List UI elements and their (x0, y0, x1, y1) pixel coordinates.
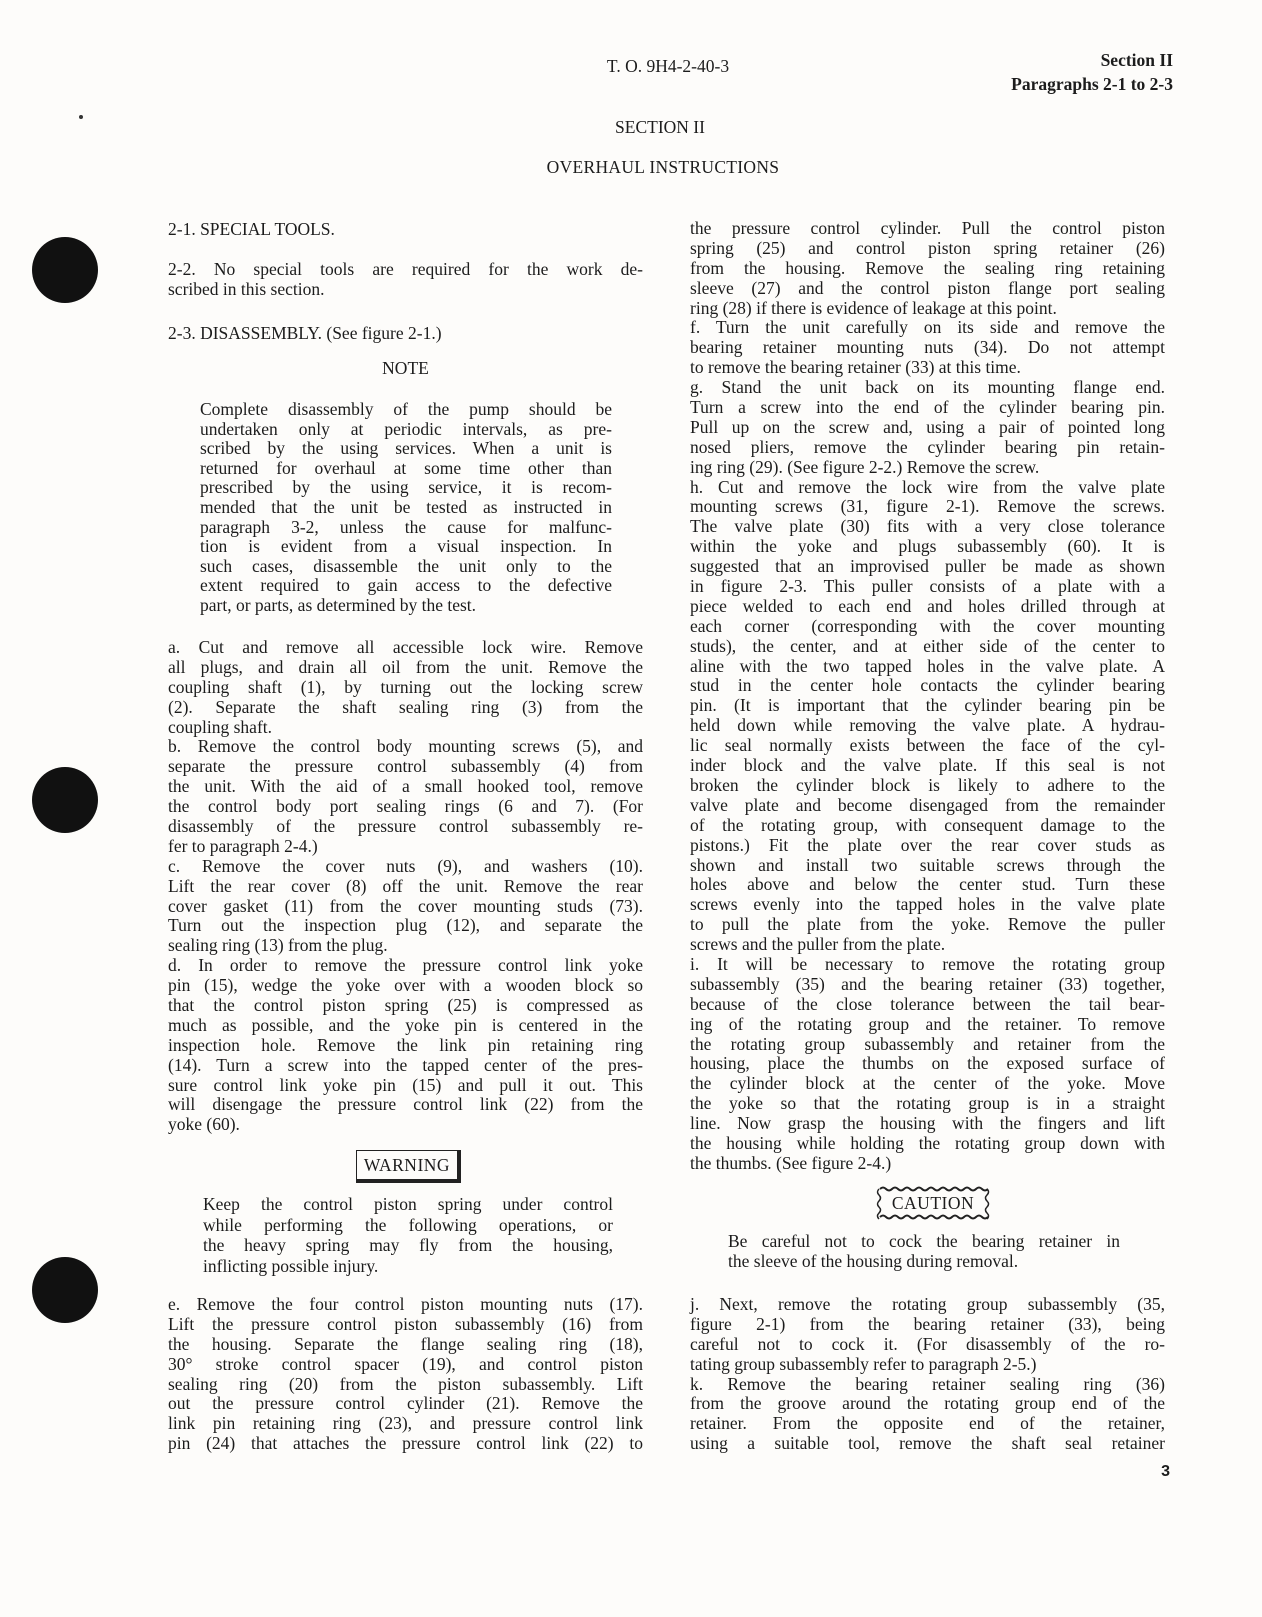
text-line: 30° stroke control spacer (19), and control piston (168, 1353, 643, 1374)
binder-hole (32, 767, 98, 833)
text-line: that the control piston spring (25) is compressed as (168, 995, 643, 1016)
text-line: while performing the following operations, or (203, 1214, 613, 1235)
text-line: within the yoke and plugs subassembly (60). It is (690, 536, 1165, 557)
paragraph (690, 1375, 1165, 1455)
text-line: line. Now grasp the housing with the fingers and lift (690, 1113, 1165, 1134)
text-line: pin (15), wedge the yoke over with a wooden block so (168, 975, 643, 996)
text-line: housing, place the thumbs on the exposed surface of (690, 1053, 1165, 1074)
paragraph (690, 478, 1165, 955)
text-line: sure control link yoke pin (15) and pull it out. This (168, 1074, 643, 1095)
text-line: returned for overhaul at some time other than (200, 457, 612, 478)
text-line: the control body port sealing rings (6 and 7). (For (168, 796, 643, 817)
paragraph (690, 219, 1165, 318)
text-line: the heavy spring may fly from the housing, (203, 1235, 613, 1255)
text-line: ring (28) if there is evidence of leakage at this point. (690, 297, 1057, 318)
text-line: prescribed by the using service, it is recom- (200, 477, 612, 498)
text-line: the sleeve of the housing during removal. (728, 1250, 1019, 1271)
text-line: j. Next, remove the rotating group subassembly (35, (690, 1294, 1165, 1314)
text-line: part, or parts, as determined by the test. (200, 594, 477, 615)
text-line: subassembly (35) and the bearing retainer (33) together, (690, 973, 1165, 994)
text-line: held down while removing the valve plate. A hydrau- (690, 715, 1165, 736)
text-line: retainer. From the opposite end of the retainer, (690, 1413, 1165, 1434)
text-line: the pressure control cylinder. Pull the control piston (690, 218, 1165, 238)
text-line: the housing. Separate the flange sealing ring (18), (168, 1333, 643, 1354)
paragraph (168, 1295, 643, 1454)
to-number: T. O. 9H4-2-40-3 (606, 56, 730, 76)
text-line: i. It will be necessary to remove the rotating group (690, 953, 1165, 974)
text-line: mounting screws (31, figure 2-1). Remove the screws. (690, 496, 1165, 517)
caution-label (876, 1186, 990, 1220)
text-line: Keep the control piston spring under control (203, 1194, 613, 1214)
text-line: from the groove around the rotating group end of the (690, 1393, 1165, 1414)
text-line: in figure 2-3. This puller consists of a plate with a (690, 576, 1165, 597)
text-line: inder block and the valve plate. If this seal is not (690, 755, 1165, 776)
text-line: (14). Turn a screw into the tapped center of the pres- (168, 1054, 643, 1075)
text-line: 2-3. DISASSEMBLY. (See figure 2-1.) (168, 323, 442, 343)
text-line: Lift the rear cover (8) off the unit. Remove the rear (168, 875, 643, 896)
warning-text (203, 1194, 613, 1276)
caution-text (728, 1232, 1120, 1272)
text-line: scribed in this section. (168, 278, 325, 299)
text-line: Lift the pressure control piston subassembly (16) from (168, 1313, 643, 1334)
text-line: the thumbs. (See figure 2-4.) (690, 1152, 892, 1173)
paragraphs-range: Paragraphs 2-1 to 2-3 (1011, 74, 1173, 94)
text-line: h. Cut and remove the lock wire from the valve plate (690, 476, 1165, 497)
text-line: from the housing. Remove the sealing ring retaining (690, 257, 1165, 278)
text-line: screws evenly into the tapped holes in the valve plate (690, 894, 1165, 915)
text-line: fer to paragraph 2-4.) (168, 835, 318, 856)
paragraph (168, 737, 643, 856)
text-line: suggested that an improvised puller be made as shown (690, 556, 1165, 577)
caution-text-label: CAUTION (891, 1193, 975, 1213)
text-line: sleeve (27) and the control piston flange port sealing (690, 277, 1165, 298)
text-line: spring (25) and control piston spring retainer (26) (690, 237, 1165, 258)
text-line: piece welded to each end and holes drilled through at (690, 595, 1165, 616)
text-line: all plugs, and drain all oil from the unit. Remove the (168, 656, 643, 677)
text-line: nosed pliers, remove the cylinder bearing pin retain- (690, 436, 1165, 457)
text-line: yoke (60). (168, 1114, 240, 1135)
text-line: bearing retainer mounting nuts (34). Do not attempt (690, 337, 1165, 358)
text-line: inflicting possible injury. (203, 1255, 379, 1276)
text-line: pistons.) Fit the plate over the rear cover studs as (690, 834, 1165, 855)
text-line: the cylinder block at the center of the yoke. Move (690, 1073, 1165, 1094)
text-line: coupling shaft (1), by turning out the locking screw (168, 676, 643, 697)
text-line: the yoke so that the rotating group is in a straight (690, 1093, 1165, 1114)
text-line: ing ring (29). (See figure 2-2.) Remove the screw. (690, 456, 1040, 477)
text-line: e. Remove the four control piston mounting nuts (17). (168, 1294, 643, 1314)
text-line: figure 2-1) from the bearing retainer (33), being (690, 1313, 1165, 1334)
paragraph (690, 318, 1165, 378)
text-line: The valve plate (30) fits with a very close tolerance (690, 516, 1165, 537)
text-line: (2). Separate the shaft sealing ring (3) from the (168, 696, 643, 717)
text-line: the housing while holding the rotating group down with (690, 1132, 1165, 1153)
text-line: coupling shaft. (168, 716, 273, 737)
text-line: disassembly of the pressure control subassembly re- (168, 816, 643, 837)
section-title: SECTION II (615, 117, 705, 137)
text-line: extent required to gain access to the defective (200, 575, 612, 596)
text-line: d. In order to remove the pressure control link yoke (168, 955, 643, 976)
step-e (168, 1295, 643, 1454)
text-line: careful not to cock it. (For disassembly of the ro- (690, 1333, 1165, 1354)
paragraph-2-2 (168, 260, 643, 300)
text-line: link pin retaining ring (23), and pressure control link (168, 1413, 643, 1434)
text-line: stud in the center hole contacts the cylinder bearing (690, 675, 1165, 696)
text-line: holes above and below the center stud. Turn these (690, 874, 1165, 895)
text-line: 2-1. SPECIAL TOOLS. (168, 219, 335, 239)
text-line: because of the close tolerance between the tail bear- (690, 993, 1165, 1014)
text-line: valve plate and become disengaged from the remainder (690, 794, 1165, 815)
text-line: will disengage the pressure control link (22) from the (168, 1094, 643, 1115)
paragraph (168, 857, 643, 956)
note-label: NOTE (382, 358, 429, 378)
text-line: Complete disassembly of the pump should be (200, 399, 612, 419)
text-line: pin. (It is important that the cylinder bearing pin be (690, 695, 1165, 716)
steps-e-to-i (690, 219, 1165, 1174)
text-line: inspection hole. Remove the link pin retaining ring (168, 1034, 643, 1055)
text-line: scribed by the using services. When a unit is (200, 438, 612, 459)
text-line: tating group subassembly refer to paragraph 2-5.) (690, 1353, 1037, 1374)
steps-a-to-d (168, 638, 643, 1135)
text-line: the rotating group subassembly and retainer from the (690, 1033, 1165, 1054)
text-line: screws and the puller from the plate. (690, 934, 946, 955)
text-line: ing of the rotating group and the retainer. To remove (690, 1013, 1165, 1034)
text-line: much as possible, and the yoke pin is centered in the (168, 1014, 643, 1035)
text-line: lic seal normally exists between the face of the cyl- (690, 735, 1165, 756)
paragraph (690, 955, 1165, 1174)
text-line: k. Remove the bearing retainer sealing ring (36) (690, 1373, 1165, 1394)
note-text (200, 400, 612, 616)
text-line: pin (24) that attaches the pressure control link (22) to (168, 1433, 643, 1454)
text-line: the unit. With the aid of a small hooked tool, remove (168, 776, 643, 797)
text-line: Turn out the inspection plug (12), and separate the (168, 915, 643, 936)
text-line: 2-2. No special tools are required for the work de- (168, 259, 643, 279)
text-line: to pull the plate from the yoke. Remove the puller (690, 914, 1165, 935)
text-line: to remove the bearing retainer (33) at this time. (690, 357, 1021, 378)
text-line: broken the cylinder block is likely to adhere to the (690, 774, 1165, 795)
text-line: paragraph 3-2, unless the cause for malfunc- (200, 516, 612, 537)
text-line: aline with the two tapped holes in the valve plate. A (690, 655, 1165, 676)
steps-j-k (690, 1295, 1165, 1454)
text-line: such cases, disassemble the unit only to the (200, 555, 612, 576)
paragraph (690, 1295, 1165, 1375)
paragraph-2-1 (168, 220, 643, 240)
text-line: Pull up on the screw and, using a pair of pointed long (690, 416, 1165, 437)
text-line: using a suitable tool, remove the shaft seal retainer (690, 1433, 1165, 1454)
text-line: each corner (corresponding with the cover mounting (690, 615, 1165, 636)
speck (79, 115, 83, 119)
page-number: 3 (1161, 1463, 1170, 1480)
text-line: tion is evident from a visual inspection. In (200, 536, 612, 557)
text-line: separate the pressure control subassembly (4) from (168, 756, 643, 777)
text-line: undertaken only at periodic intervals, as pre- (200, 418, 612, 439)
text-line: of the rotating group, with consequent damage to the (690, 814, 1165, 835)
text-line: Turn a screw into the end of the cylinder bearing pin. (690, 397, 1165, 418)
text-line: f. Turn the unit carefully on its side and remove the (690, 317, 1165, 338)
warning-label: WARNING (356, 1150, 461, 1183)
section-heading: OVERHAUL INSTRUCTIONS (546, 157, 780, 177)
text-line: g. Stand the unit back on its mounting flange end. (690, 377, 1165, 398)
text-line: shown and install two suitable screws through the (690, 854, 1165, 875)
section-label: Section II (1100, 50, 1173, 70)
text-line: b. Remove the control body mounting screws (5), and (168, 736, 643, 757)
paragraph (168, 956, 643, 1135)
text-line: cover gasket (11) from the cover mounting studs (73). (168, 895, 643, 916)
binder-hole (32, 237, 98, 303)
text-line: sealing ring (13) from the plug. (168, 935, 388, 956)
text-line: c. Remove the cover nuts (9), and washers (10). (168, 855, 643, 876)
paragraph (690, 378, 1165, 477)
text-line: studs), the center, and at either side of the center to (690, 635, 1165, 656)
text-line: mended that the unit be tested as instructed in (200, 496, 612, 517)
paragraph (168, 638, 643, 737)
text-line: sealing ring (20) from the piston subassembly. Lift (168, 1373, 643, 1394)
binder-hole (32, 1257, 98, 1323)
text-line: a. Cut and remove all accessible lock wire. Remove (168, 637, 643, 657)
paragraph-2-3 (168, 324, 643, 344)
text-line: Be careful not to cock the bearing retainer in (728, 1231, 1120, 1251)
text-line: out the pressure control cylinder (21). Remove the (168, 1393, 643, 1414)
